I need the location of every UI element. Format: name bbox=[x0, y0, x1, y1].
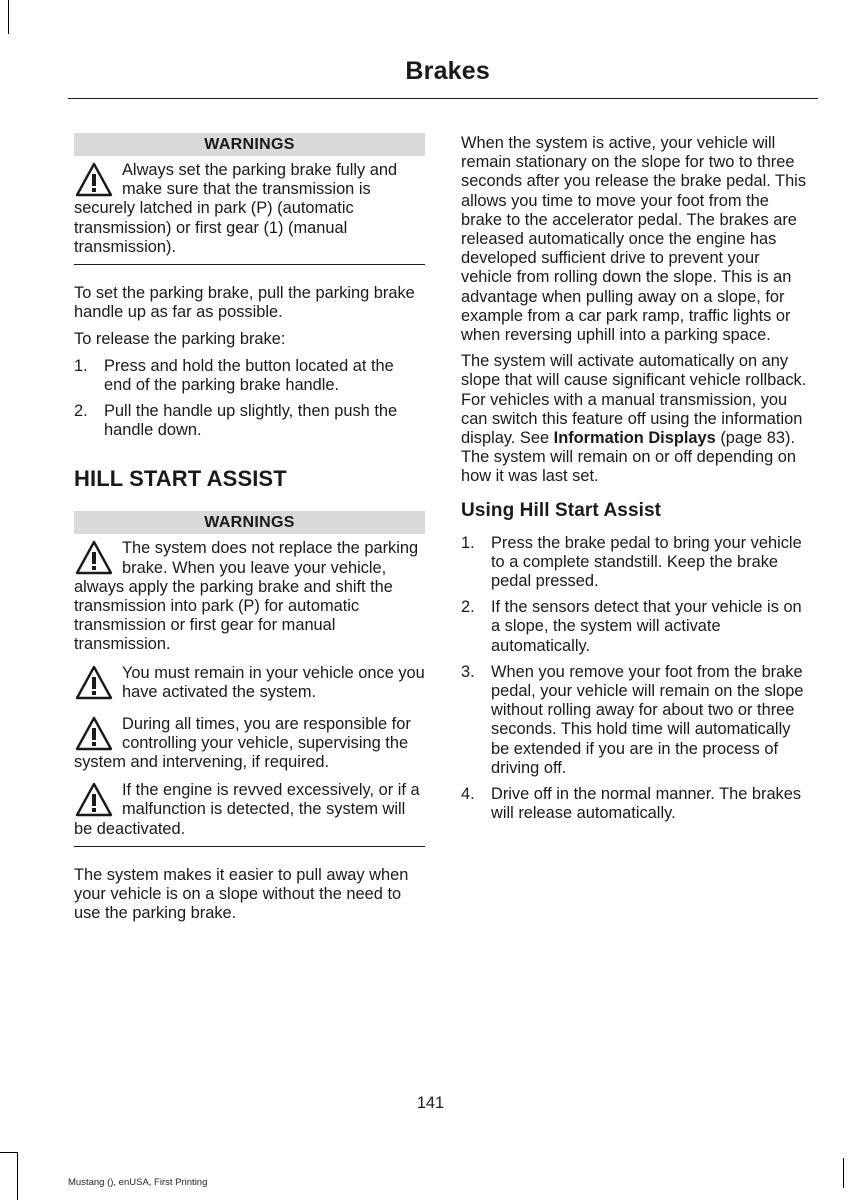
footer-edition-text: Mustang (), enUSA, First Printing bbox=[68, 1177, 208, 1188]
warning-text: The system does not replace the parking brake. When you leave your vehicle, always apply the parking bbox=[74, 539, 419, 596]
warning-text-continued: intervening, if required. bbox=[162, 753, 330, 772]
paragraph-system-active: When the system is active, your vehicle will remain stationary on the slope for two to three seconds after you release the brake pedal. This allows you time to move your foot from the brake to the accelerator pedal. The brakes are released automatically once the engine has developed sufficient drive to prevent your vehicle from rolling down the slope. This is an advantage when pulling away on a slope, for example from a car park ramp, traffic lights or when reversing uphill into a parking space. bbox=[461, 134, 807, 345]
warning-triangle-icon bbox=[74, 539, 122, 577]
crop-mark-bottom-right bbox=[843, 1158, 844, 1188]
right-column bbox=[461, 134, 813, 824]
list-item: 3. When you remove your foot from the brake pedal, your vehicle will remain on the slope without rolling away for about two or three seconds. This hold time will automatically be extended if you are in the process of driving off. bbox=[461, 662, 804, 777]
warning-box-parking bbox=[74, 133, 425, 265]
warning-text: If the engine is revved excessively, or if a malfunction is detected, the system will be deactivated. bbox=[74, 781, 420, 838]
list-item: 4. Drive off in the normal manner. The brakes will release automatically. bbox=[461, 785, 802, 823]
crop-mark-bottom-left bbox=[0, 1152, 17, 1153]
list-item: 1. Press the brake pedal to bring your vehicle to a complete standstill. Keep the brake pedal pressed. bbox=[461, 533, 802, 591]
warning-text: You must remain in your vehicle once you have activated the system. bbox=[122, 663, 425, 701]
paragraph-set-brake: To set the parking brake, pull the parking brake handle up as far as possible. bbox=[74, 284, 415, 322]
list-item: 2. Pull the handle up slightly, then push the handle down. bbox=[74, 402, 398, 440]
hill-start-steps-list bbox=[461, 534, 813, 824]
section-title-hill-start-assist: HILL START ASSIST bbox=[74, 466, 287, 492]
crop-mark-top-left bbox=[8, 0, 9, 34]
page-title: Brakes bbox=[405, 57, 490, 85]
warning-text-continued: brake and shift the transmission into park (P) for automatic transmission or first gear for manual transmission. bbox=[74, 577, 393, 654]
left-column bbox=[74, 133, 425, 923]
warning-triangle-icon bbox=[74, 161, 122, 199]
list-item: 2. If the sensors detect that your vehicle is on a slope, the system will activate automatically. bbox=[461, 598, 802, 655]
list-item: 1. Press and hold the button located at the end of the parking brake handle. bbox=[74, 356, 394, 394]
paragraph-auto-activate: The system will activate automatically on any slope that will cause significant vehicle rollback. For vehicles with a manual transmission, you can switch this feature off using the information display. See Information Displays (page 83). The system will remain on or off depending on how it was last set. bbox=[461, 352, 807, 486]
warning-item bbox=[74, 781, 425, 839]
warning-text: Always set the parking brake fully and make sure that the transmission is securely latched in park (P) bbox=[74, 161, 398, 218]
page-number: 141 bbox=[416, 1094, 445, 1112]
warning-item bbox=[74, 715, 425, 773]
paragraph-release-brake: To release the parking brake: bbox=[74, 330, 286, 349]
warning-triangle-icon bbox=[74, 781, 122, 819]
information-displays-link[interactable]: Information Displays bbox=[553, 429, 716, 448]
paragraph-system-description: The system makes it easier to pull away when your vehicle is on a slope without the need to use the parking brake. bbox=[74, 865, 409, 923]
warning-text-continued: (automatic transmission) or first gear (1) (manual transmission). bbox=[74, 199, 354, 256]
crop-mark-bottom-left-v bbox=[17, 1152, 18, 1200]
warning-triangle-icon bbox=[74, 664, 122, 702]
warning-item bbox=[74, 539, 425, 654]
release-steps-list bbox=[74, 357, 425, 441]
warning-item bbox=[74, 664, 425, 704]
subsection-title-using-hill-start-assist: Using Hill Start Assist bbox=[461, 499, 662, 521]
warning-text: During all times, you are responsible for controlling your vehicle, supervising the system and bbox=[74, 714, 411, 772]
warning-heading: WARNINGS bbox=[74, 133, 425, 156]
warning-box-hill-start bbox=[74, 511, 425, 846]
page-header bbox=[68, 55, 818, 99]
warning-item bbox=[74, 161, 425, 257]
warning-heading: WARNINGS bbox=[74, 511, 425, 534]
warning-triangle-icon bbox=[74, 715, 122, 753]
